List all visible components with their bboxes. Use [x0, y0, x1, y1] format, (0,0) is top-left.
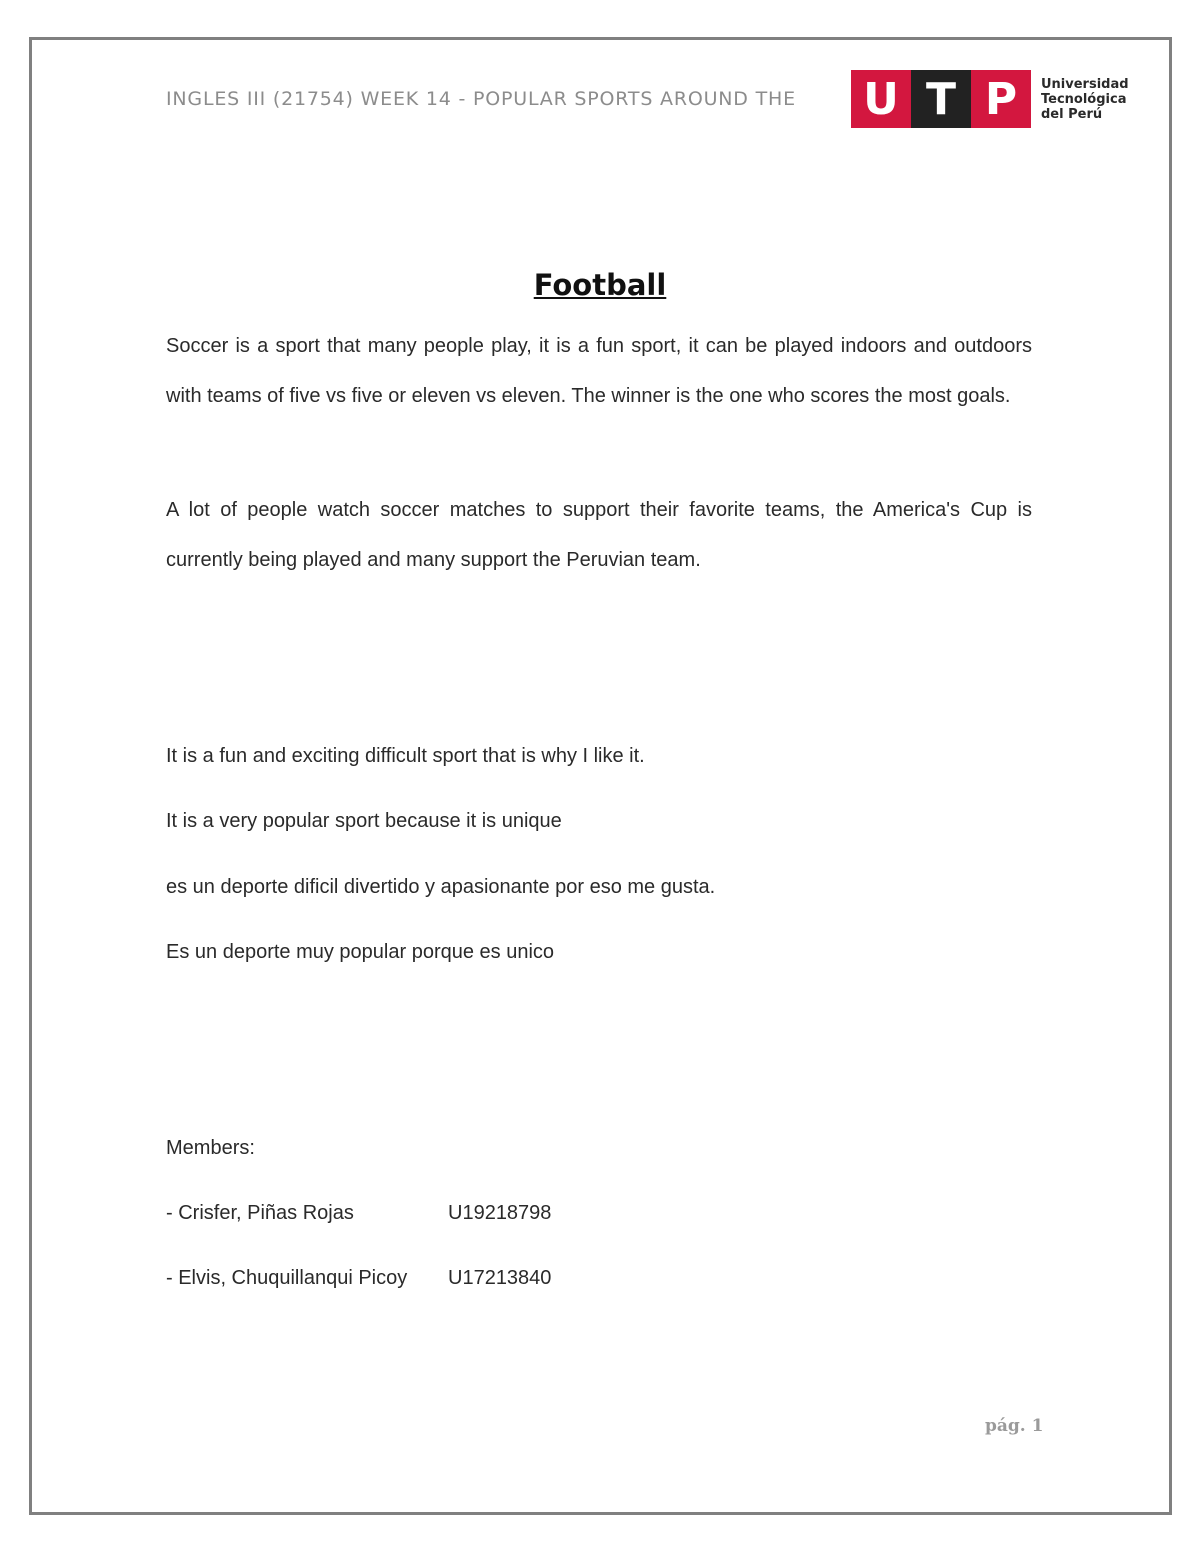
line-fun-sport: It is a fun and exciting difficult sport that is why I like it.: [166, 745, 645, 767]
logo-letter-p: P: [971, 70, 1031, 128]
logo-letter-u: U: [851, 70, 911, 128]
line-deporte-divertido: es un deporte dificil divertido y apasionante por eso me gusta.: [166, 876, 716, 898]
member-id-1: U19218798: [448, 1202, 552, 1224]
logo-letter-t: T: [911, 70, 971, 128]
members-label: Members:: [166, 1137, 255, 1159]
utp-logo: [851, 70, 1129, 128]
logo-wordmark: [1041, 77, 1129, 122]
member-name-1: - Crisfer, Piñas Rojas: [166, 1202, 354, 1224]
logo-text-line-2: Tecnológica: [1041, 91, 1127, 107]
logo-text-line-3: del Perú: [1041, 106, 1103, 122]
paragraph-fans: A lot of people watch soccer matches to support their favorite teams, the America's Cup is currently being played and many support the Peruvian team.: [166, 499, 1032, 571]
line-deporte-popular: Es un deporte muy popular porque es unico: [166, 941, 555, 963]
line-popular-sport: It is a very popular sport because it is unique: [166, 810, 562, 832]
page-border: [29, 37, 1172, 1515]
paragraph-intro: Soccer is a sport that many people play, it is a fun sport, it can be played indoors and outdoors with teams of five vs five or eleven vs eleven. The winner is the one who scores the most goals.: [166, 335, 1032, 407]
header-course-title: INGLES III (21754) WEEK 14 - POPULAR SPORTS AROUND THE: [166, 88, 796, 110]
document-title: Football: [533, 268, 667, 302]
member-name-2: - Elvis, Chuquillanqui Picoy: [166, 1267, 408, 1289]
logo-text-line-1: Universidad: [1041, 76, 1129, 92]
member-id-2: U17213840: [448, 1267, 552, 1289]
logo-letter-boxes: [851, 70, 1031, 128]
page-number: pág. 1: [985, 1416, 1044, 1436]
